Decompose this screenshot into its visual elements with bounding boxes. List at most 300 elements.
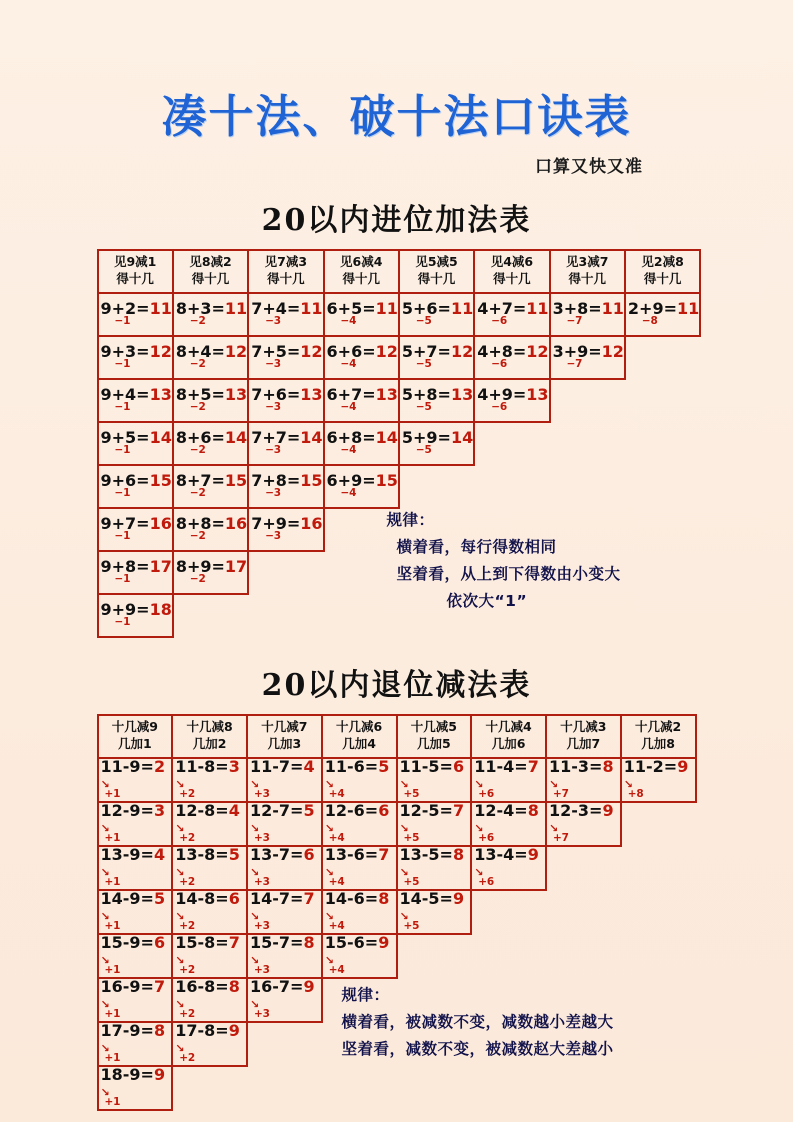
formula-cell xyxy=(399,336,474,379)
formula-left: 8+5= xyxy=(175,384,225,404)
formula-answer: 11 xyxy=(601,298,624,318)
curve-arrow-icon: ↘ xyxy=(399,777,409,791)
column-header-line2: 几加1 xyxy=(118,736,152,751)
column-header-line2: 几加8 xyxy=(641,736,675,751)
formula-hint: −5 xyxy=(415,400,432,413)
formula-expression xyxy=(251,385,322,404)
empty-cell xyxy=(621,1022,696,1066)
formula-expression xyxy=(477,299,548,318)
formula-left: 6+6= xyxy=(326,341,376,361)
table-row xyxy=(98,465,701,508)
formula-cell xyxy=(173,508,248,551)
formula-hint: −6 xyxy=(491,357,507,370)
formula-answer: 6 xyxy=(153,932,166,952)
formula-expression xyxy=(402,342,473,361)
formula-inner xyxy=(173,932,246,976)
formula-inner xyxy=(174,470,248,499)
formula-answer: 5 xyxy=(153,888,166,908)
formula-left: 11-9= xyxy=(100,756,154,776)
formula-inner xyxy=(472,800,545,844)
formula-hint: −1 xyxy=(114,357,131,370)
formula-inner xyxy=(398,756,471,800)
formula-cell xyxy=(247,846,322,890)
column-header-line2: 得十几 xyxy=(267,271,305,286)
formula-cell xyxy=(98,379,173,422)
rule-note-line: 横着看，每行得数相同 xyxy=(396,537,557,556)
formula-answer: 12 xyxy=(149,341,172,361)
formula-hint: +1 xyxy=(104,831,121,844)
empty-cell xyxy=(471,1066,546,1110)
formula-left: 11-6= xyxy=(324,756,379,776)
curve-arrow-icon: ↘ xyxy=(324,865,334,879)
formula-inner xyxy=(325,470,398,499)
formula-cell xyxy=(173,422,248,465)
empty-cell xyxy=(172,1066,247,1110)
formula-hint: +3 xyxy=(254,831,270,844)
formula-answer: 13 xyxy=(375,384,398,404)
formula-inner xyxy=(173,888,246,932)
formula-cell xyxy=(399,422,474,465)
formula-inner xyxy=(99,599,172,628)
formula-left: 12-8= xyxy=(175,800,229,820)
formula-answer: 7 xyxy=(527,756,539,776)
formula-hint: +5 xyxy=(403,787,420,800)
formula-cell xyxy=(550,293,625,336)
formula-cell xyxy=(248,336,323,379)
formula-expression xyxy=(101,889,166,908)
column-header-line2: 几加6 xyxy=(491,736,526,751)
formula-expression xyxy=(176,299,247,318)
formula-inner xyxy=(99,976,172,1020)
formula-hint: +1 xyxy=(104,787,121,800)
formula-hint: −2 xyxy=(189,357,206,370)
empty-cell xyxy=(621,934,696,978)
column-header-line1: 见6减4 xyxy=(340,254,383,270)
formula-cell xyxy=(322,802,397,846)
formula-inner xyxy=(325,298,398,327)
formula-answer: 11 xyxy=(375,298,398,318)
rule-note-heading: 规律： xyxy=(386,510,435,529)
formula-inner xyxy=(248,888,321,932)
column-header-line2: 得十几 xyxy=(417,271,456,286)
formula-hint: +2 xyxy=(179,831,195,844)
column-header xyxy=(324,250,399,293)
formula-answer: 11 xyxy=(149,298,172,318)
curve-arrow-icon: ↘ xyxy=(324,821,334,835)
formula-left: 3+9= xyxy=(552,341,602,361)
formula-expression xyxy=(101,471,172,490)
formula-cell xyxy=(474,379,549,422)
formula-inner xyxy=(323,756,396,800)
formula-expression xyxy=(474,801,539,820)
formula-answer: 5 xyxy=(378,756,390,776)
rule-note-line: 横着看，被减数不变，减数越小差越大 xyxy=(341,1012,614,1031)
formula-answer: 14 xyxy=(300,427,323,447)
formula-hint: +6 xyxy=(478,831,494,844)
empty-cell xyxy=(621,890,696,934)
curve-arrow-icon: ↘ xyxy=(399,821,409,835)
curve-arrow-icon: ↘ xyxy=(250,997,260,1011)
formula-left: 13-6= xyxy=(324,844,379,864)
formula-inner xyxy=(249,384,323,413)
formula-left: 14-6= xyxy=(324,888,379,908)
column-header xyxy=(550,250,625,293)
formula-inner xyxy=(249,298,323,327)
curve-arrow-icon: ↘ xyxy=(100,909,110,923)
formula-hint: +6 xyxy=(478,875,494,888)
curve-arrow-icon: ↘ xyxy=(324,777,334,791)
formula-cell xyxy=(98,465,173,508)
formula-hint: −2 xyxy=(189,572,206,585)
formula-hint: +7 xyxy=(553,787,569,800)
formula-hint: −3 xyxy=(265,443,281,456)
formula-expression xyxy=(477,385,548,404)
column-header xyxy=(322,715,397,758)
curve-arrow-icon: ↘ xyxy=(175,909,185,923)
curve-arrow-icon: ↘ xyxy=(100,997,110,1011)
formula-answer: 12 xyxy=(300,341,323,361)
formula-left: 13-5= xyxy=(399,844,453,864)
formula-inner xyxy=(551,298,624,327)
formula-answer: 16 xyxy=(300,513,323,533)
formula-cell xyxy=(474,293,549,336)
formula-cell xyxy=(397,846,472,890)
formula-inner xyxy=(173,976,246,1020)
empty-cell xyxy=(248,594,323,637)
empty-cell xyxy=(621,1066,696,1110)
formula-inner xyxy=(249,513,323,542)
table-row xyxy=(98,802,696,846)
formula-left: 7+4= xyxy=(251,298,301,318)
formula-left: 4+9= xyxy=(477,384,527,404)
formula-cell xyxy=(98,508,173,551)
formula-hint: +2 xyxy=(179,787,195,800)
column-header-line1: 十几减8 xyxy=(186,719,233,735)
formula-answer: 6 xyxy=(378,800,390,820)
empty-cell xyxy=(247,1066,322,1110)
formula-cell xyxy=(173,379,248,422)
formula-answer: 8 xyxy=(527,800,539,820)
formula-expression xyxy=(402,385,473,404)
rule-note-line: 依次大“1” xyxy=(446,591,528,610)
column-header-line1: 见2减8 xyxy=(641,254,684,270)
formula-hint: +1 xyxy=(104,1007,121,1020)
formula-left: 16-8= xyxy=(175,976,229,996)
formula-answer: 7 xyxy=(228,932,240,952)
formula-inner xyxy=(174,298,248,327)
formula-inner xyxy=(547,800,620,844)
column-header-line2: 几加4 xyxy=(342,736,376,751)
formula-hint: +1 xyxy=(104,1051,121,1064)
formula-answer: 11 xyxy=(450,298,474,318)
formula-answer: 5 xyxy=(228,844,240,864)
formula-left: 14-7= xyxy=(250,888,304,908)
formula-cell xyxy=(471,758,546,802)
formula-answer: 5 xyxy=(303,800,315,820)
formula-cell xyxy=(98,551,173,594)
formula-cell xyxy=(98,293,173,336)
formula-answer: 12 xyxy=(450,341,474,361)
formula-hint: +4 xyxy=(328,787,345,800)
formula-inner xyxy=(248,932,321,976)
formula-expression xyxy=(628,299,699,318)
formula-answer: 9 xyxy=(378,932,390,952)
column-header xyxy=(173,250,248,293)
curve-arrow-icon: ↘ xyxy=(250,909,260,923)
formula-left: 5+6= xyxy=(401,298,451,318)
formula-expression xyxy=(101,757,166,776)
formula-inner xyxy=(323,888,396,932)
column-header-line2: 得十几 xyxy=(568,271,606,286)
formula-cell xyxy=(173,336,248,379)
formula-cell xyxy=(172,802,247,846)
formula-answer: 9 xyxy=(677,756,689,776)
formula-inner xyxy=(398,844,471,888)
column-header xyxy=(474,250,549,293)
formula-inner xyxy=(400,384,474,413)
formula-inner xyxy=(472,756,545,800)
formula-left: 7+7= xyxy=(251,427,301,447)
formula-inner xyxy=(325,341,398,370)
formula-answer: 6 xyxy=(303,844,315,864)
formula-answer: 12 xyxy=(375,341,398,361)
formula-inner xyxy=(400,298,474,327)
formula-hint: −3 xyxy=(265,314,281,327)
formula-inner xyxy=(323,932,396,976)
formula-answer: 9 xyxy=(153,1064,166,1084)
formula-hint: +8 xyxy=(627,787,644,800)
formula-cell xyxy=(399,379,474,422)
empty-cell xyxy=(550,465,625,508)
formula-expression xyxy=(327,299,398,318)
formula-answer: 3 xyxy=(153,800,166,820)
formula-hint: +5 xyxy=(403,831,420,844)
formula-left: 6+7= xyxy=(326,384,376,404)
formula-expression xyxy=(251,428,322,447)
formula-cell xyxy=(173,551,248,594)
table-row xyxy=(98,379,701,422)
empty-cell xyxy=(247,1022,322,1066)
formula-left: 18-9= xyxy=(100,1064,154,1084)
formula-expression xyxy=(400,757,465,776)
formula-expression xyxy=(251,299,322,318)
column-header-line2: 得十几 xyxy=(342,271,380,286)
formula-cell xyxy=(173,293,248,336)
formula-inner xyxy=(249,470,323,499)
formula-answer: 8 xyxy=(452,844,465,864)
empty-cell xyxy=(625,594,700,637)
formula-cell xyxy=(247,978,322,1022)
formula-expression xyxy=(101,1065,166,1084)
formula-left: 16-9= xyxy=(100,976,154,996)
formula-expression xyxy=(175,801,240,820)
formula-left: 8+7= xyxy=(175,470,225,490)
formula-hint: +1 xyxy=(104,875,121,888)
empty-cell xyxy=(399,465,474,508)
formula-expression xyxy=(101,600,172,619)
formula-left: 13-7= xyxy=(250,844,304,864)
empty-cell xyxy=(625,508,700,551)
formula-left: 9+2= xyxy=(100,298,150,318)
column-header-line1: 十几减2 xyxy=(635,719,682,735)
formula-hint: +3 xyxy=(254,875,270,888)
formula-expression xyxy=(175,1021,240,1040)
formula-hint: −3 xyxy=(265,400,281,413)
formula-left: 12-7= xyxy=(250,800,304,820)
formula-answer: 8 xyxy=(228,976,240,996)
formula-answer: 14 xyxy=(450,427,474,447)
formula-cell xyxy=(98,978,173,1022)
formula-answer: 13 xyxy=(300,384,323,404)
curve-arrow-icon: ↘ xyxy=(250,777,260,791)
formula-answer: 2 xyxy=(153,756,166,776)
formula-answer: 14 xyxy=(224,427,248,447)
formula-left: 7+9= xyxy=(251,513,301,533)
rule-note-heading: 规律： xyxy=(341,985,390,1004)
formula-left: 13-4= xyxy=(474,844,528,864)
formula-answer: 9 xyxy=(602,800,614,820)
formula-cell xyxy=(248,422,323,465)
formula-hint: −2 xyxy=(189,314,206,327)
formula-inner xyxy=(398,888,471,932)
formula-inner xyxy=(99,427,172,456)
formula-inner xyxy=(400,427,474,456)
empty-cell xyxy=(621,978,696,1022)
formula-left: 7+8= xyxy=(251,470,301,490)
column-header xyxy=(98,250,173,293)
column-header-line1: 十几减7 xyxy=(261,719,308,735)
formula-expression xyxy=(251,471,322,490)
formula-answer: 7 xyxy=(153,976,166,996)
column-header-line2: 几加5 xyxy=(417,736,451,751)
table-row xyxy=(98,1066,696,1110)
formula-answer: 11 xyxy=(526,298,549,318)
formula-hint: +3 xyxy=(254,919,270,932)
formula-hint: +1 xyxy=(104,963,121,976)
formula-hint: +2 xyxy=(179,963,195,976)
column-header-line2: 得十几 xyxy=(643,271,682,286)
section-title-subtraction: 20以内退位减法表 xyxy=(261,667,532,703)
curve-arrow-icon: ↘ xyxy=(175,777,185,791)
formula-answer: 6 xyxy=(228,888,240,908)
curve-arrow-icon: ↘ xyxy=(623,777,633,791)
formula-cell xyxy=(98,336,173,379)
formula-hint: +2 xyxy=(179,919,195,932)
curve-arrow-icon: ↘ xyxy=(324,909,334,923)
formula-left: 9+6= xyxy=(100,470,150,490)
empty-cell xyxy=(546,846,621,890)
formula-expression xyxy=(101,933,166,952)
formula-cell xyxy=(322,934,397,978)
formula-hint: +2 xyxy=(179,1007,195,1020)
formula-inner xyxy=(323,800,396,844)
formula-inner xyxy=(99,932,172,976)
curve-arrow-icon: ↘ xyxy=(549,821,559,835)
formula-hint: −3 xyxy=(265,529,281,542)
addition-table-wrap xyxy=(97,249,700,638)
formula-left: 11-4= xyxy=(474,756,528,776)
formula-answer: 7 xyxy=(303,888,315,908)
formula-cell xyxy=(247,890,322,934)
formula-left: 12-3= xyxy=(549,800,603,820)
formula-answer: 13 xyxy=(224,384,248,404)
column-header xyxy=(621,715,696,758)
formula-inner xyxy=(99,470,172,499)
empty-cell xyxy=(625,336,700,379)
formula-expression xyxy=(400,845,465,864)
formula-expression xyxy=(553,299,624,318)
addition-rule-note xyxy=(387,507,621,616)
formula-cell xyxy=(322,890,397,934)
column-header-line1: 见3减7 xyxy=(566,254,609,270)
formula-expression xyxy=(474,757,539,776)
formula-left: 5+7= xyxy=(401,341,451,361)
column-header xyxy=(248,250,323,293)
formula-inner xyxy=(475,341,549,370)
formula-answer: 7 xyxy=(452,800,465,820)
formula-hint: −7 xyxy=(566,357,583,370)
formula-answer: 8 xyxy=(602,756,614,776)
curve-arrow-icon: ↘ xyxy=(474,777,484,791)
formula-hint: +4 xyxy=(328,875,345,888)
formula-hint: −1 xyxy=(114,529,131,542)
column-header-line1: 十几减4 xyxy=(485,719,532,735)
formula-expression xyxy=(325,845,390,864)
formula-hint: −1 xyxy=(114,314,131,327)
formula-cell xyxy=(324,465,399,508)
formula-inner xyxy=(99,756,172,800)
formula-answer: 17 xyxy=(149,556,172,576)
formula-hint: −1 xyxy=(114,572,131,585)
formula-left: 12-9= xyxy=(100,800,154,820)
formula-answer: 15 xyxy=(149,470,172,490)
column-header xyxy=(625,250,700,293)
formula-left: 14-9= xyxy=(100,888,154,908)
formula-hint: +5 xyxy=(403,919,420,932)
curve-arrow-icon: ↘ xyxy=(100,821,110,835)
column-header xyxy=(397,715,472,758)
formula-left: 11-7= xyxy=(250,756,304,776)
formula-left: 7+5= xyxy=(251,341,301,361)
formula-hint: −4 xyxy=(340,400,357,413)
formula-hint: +3 xyxy=(254,787,270,800)
empty-cell xyxy=(546,1066,621,1110)
rule-note-line: 坚着看，从上到下得数由小变大 xyxy=(396,564,621,583)
column-header-line2: 几加2 xyxy=(192,736,227,751)
table-header-row xyxy=(98,715,696,758)
formula-cell xyxy=(322,758,397,802)
formula-expression xyxy=(402,299,473,318)
formula-left: 14-8= xyxy=(175,888,229,908)
empty-cell xyxy=(625,379,700,422)
formula-inner xyxy=(248,756,321,800)
formula-cell xyxy=(98,758,173,802)
formula-left: 2+9= xyxy=(627,298,677,318)
formula-cell xyxy=(98,890,173,934)
formula-hint: −1 xyxy=(114,443,131,456)
formula-cell xyxy=(248,465,323,508)
formula-answer: 16 xyxy=(149,513,172,533)
formula-hint: −4 xyxy=(340,314,357,327)
formula-expression xyxy=(101,845,166,864)
curve-arrow-icon: ↘ xyxy=(100,1085,110,1099)
formula-expression xyxy=(549,801,614,820)
formula-hint: +4 xyxy=(328,963,345,976)
formula-left: 13-8= xyxy=(175,844,229,864)
page-subtitle: 口算又快又准 xyxy=(535,156,643,177)
formula-answer: 14 xyxy=(149,427,172,447)
formula-answer: 18 xyxy=(149,599,172,619)
